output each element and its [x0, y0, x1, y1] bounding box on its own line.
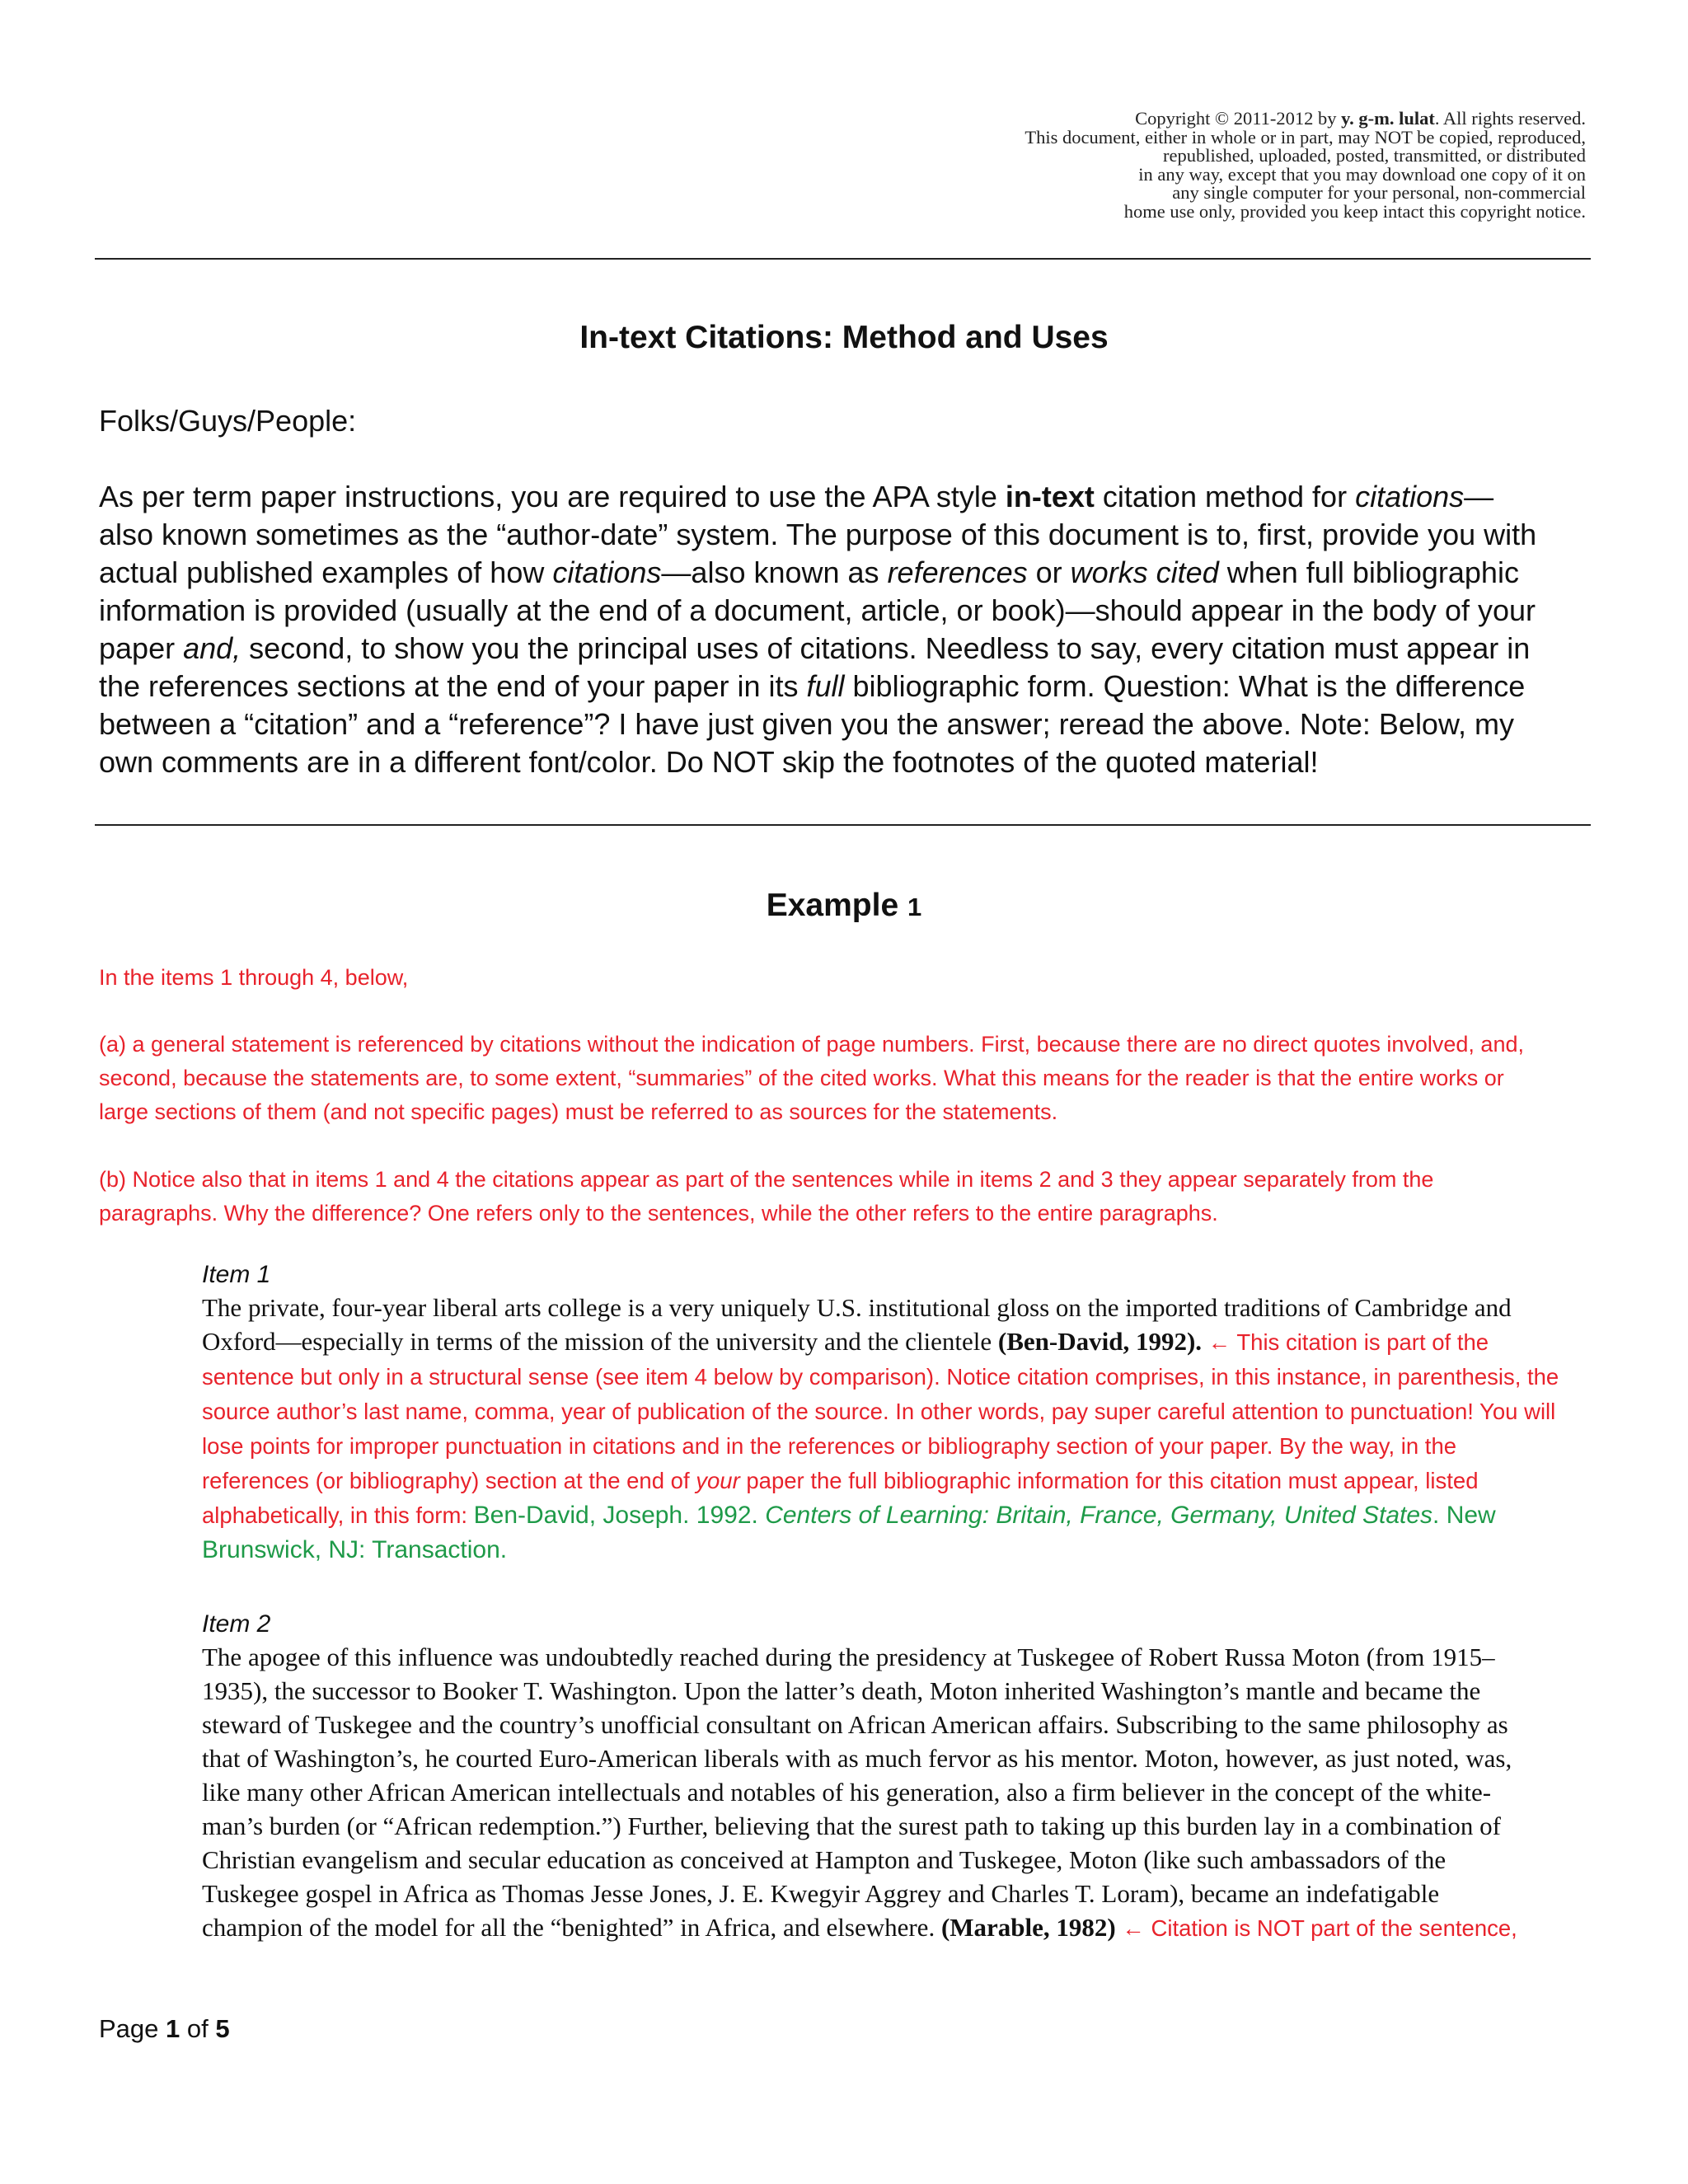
current-page: 1 — [166, 2014, 181, 2043]
reference-entry: Ben-David, Joseph. 1992. — [473, 1502, 766, 1529]
document-title: In-text Citations: Method and Uses — [579, 320, 1109, 355]
page-number-footer: Page 1 of 5 — [99, 2014, 230, 2043]
item-1-body: The private, four-year liberal arts college is a very uniquely U.S. institutional gloss on the imported traditions of Cambridge and Oxford—especially in terms of the mission of the university and the clientele (Ben-David, 1992). ← This citation is part of the sentence but only in a structural sense (see item 4 below by comparison). Notice citation comprises, in this instance, in parenthesis, the source author’s last name, comma, year of publication of the source. In other words, pay super careful attention to punctuation! You will lose points for improper punctuation in citations and in the references or bibliography section of your paper. By the way, in the references (or bibliography) section at the end of your paper the full bibliographic information for this citation must appear, listed alphabetically, in this form: Ben-David, Joseph. 1992. Centers of Learning: Britain, France, Germany, United States. New Brunswick, NJ: Transaction. — [202, 1293, 1559, 1563]
citation: (Marable, 1982) — [940, 1913, 1116, 1942]
intro-line: own comments are in a different font/color. Do NOT skip the footnotes of the quoted material! — [99, 745, 1319, 779]
salutation: Folks/Guys/People: — [99, 404, 357, 438]
intro-line: between a “citation” and a “reference”? I have just given you the answer; reread the above. Note: Below, my — [99, 707, 1514, 741]
intro-line: the references sections at the end of your paper in its full bibliographic form. Question: What is the difference — [99, 669, 1526, 703]
intro-line: actual published examples of how citations—also known as references or works cited when full bibliographic — [99, 555, 1519, 589]
item-1-label: Item 1 — [202, 1261, 271, 1288]
intro-line: As per term paper instructions, you are required to use the APA style in-text citation method for citations— — [99, 480, 1494, 513]
copyright-line: Copyright © 2011-2012 by y. g-m. lulat. All rights reserved. — [1135, 108, 1586, 129]
example-heading: Example 1 — [766, 888, 922, 923]
intro-line: paper and, second, to show you the principal uses of citations. Needless to say, every citation must appear in — [99, 631, 1531, 665]
copyright-line: republished, uploaded, posted, transmitted, or distributed — [1162, 145, 1586, 166]
item-2-label: Item 2 — [202, 1610, 271, 1638]
copyright-notice — [762, 110, 1586, 221]
note-a: (a) a general statement is referenced by citations without the indication of page numbers. First, because there are no direct quotes involved, and, second, because the statements are, to some extent, “summaries” of the cited works. What this means for the reader is that the entire works or large sections of them (and not specific pages) must be referred to as sources for the statements. — [99, 1032, 1524, 1124]
divider-top — [95, 258, 1591, 260]
total-pages: 5 — [215, 2014, 230, 2043]
intro-line: information is provided (usually at the end of a document, article, or book)—should appear in the body of your — [99, 593, 1536, 627]
intro-line: also known sometimes as the “author-date” system. The purpose of this document is to, first, provide you with — [99, 518, 1537, 551]
arrow-left-icon: ← — [1202, 1329, 1231, 1355]
item-2-body: The apogee of this influence was undoubtedly reached during the presidency at Tuskegee of Robert Russa Moton (from 1915– 1935), the successor to Booker T. Washington. Upon the latter’s death, Moton inherited Washington’s mantle and became the steward of Tuskegee and the country’s unofficial consultant on African American affairs. Subscribing to the same philosophy as that of Washington’s, he courted Euro-American liberals with as much fervor as his mentor. Moton, however, as just noted, was, like many other African American intellectuals and notables of his generation, also a firm believer in the concept of the white- man’s burden (or “African redemption.”) Further, believing that the surest path to taking up this burden lay in a combination of Christian evangelism and secular education as conceived at Hampton and Tuskegee, Moton (like such ambassadors of the Tuskegee gospel in Africa as Thomas Jesse Jones, J. E. Kwegyir Aggrey and Charles T. Loram), became an indefatigable champion of the model for all the “benighted” in Africa, and elsewhere. (Marable, 1982) ← Citation is NOT part of the sentence, — [202, 1643, 1517, 1942]
note-b: (b) Notice also that in items 1 and 4 the citations appear as part of the sentences while in items 2 and 3 they appear separately from the paragraphs. Why the difference? One refers only to the sentences, while the other refers to the entire paragraphs. — [99, 1167, 1434, 1226]
copyright-line: in any way, except that you may download one copy of it on — [1138, 163, 1586, 185]
copyright-line: home use only, provided you keep intact this copyright notice. — [1123, 200, 1586, 222]
copyright-line: any single computer for your personal, non-commercial — [1172, 182, 1586, 203]
divider-middle — [95, 824, 1591, 826]
arrow-left-icon: ← — [1115, 1915, 1145, 1941]
copyright-author: y. g-m. lulat — [1341, 108, 1435, 129]
citation: (Ben-David, 1992). — [997, 1327, 1203, 1356]
intro-paragraph — [99, 478, 1599, 781]
copyright-line: This document, either in whole or in part, may NOT be copied, reproduced, — [1025, 126, 1586, 148]
note-intro: In the items 1 through 4, below, — [99, 965, 409, 990]
